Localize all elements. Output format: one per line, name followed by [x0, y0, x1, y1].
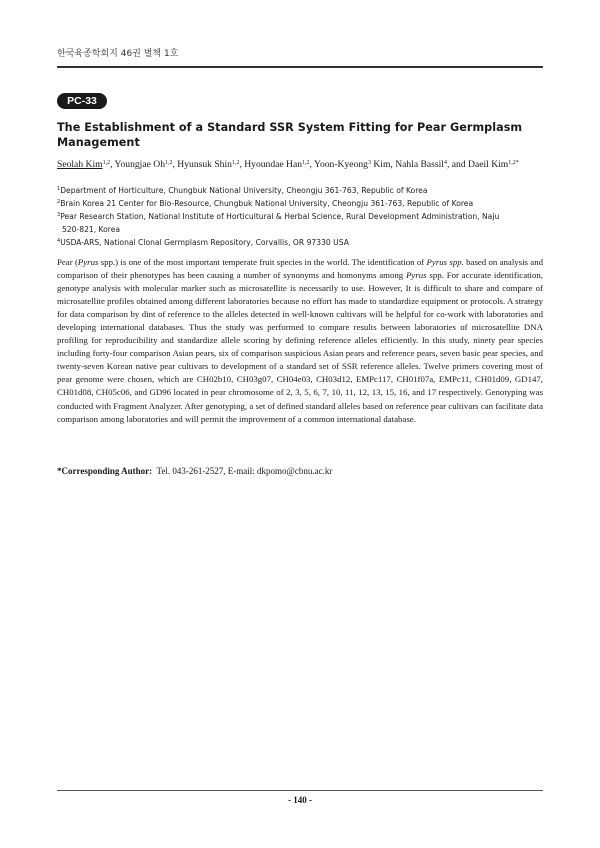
corresponding-author-label: *Corresponding Author: [57, 466, 153, 476]
affiliation-text: Brain Korea 21 Center for Bio-Resource, Chungbuk National University, Cheongju 361-763, Republic of Korea [60, 199, 474, 208]
author-affiliation-mark: 1,2 [102, 160, 111, 166]
author-separator: , [172, 159, 178, 170]
header-divider [57, 66, 543, 68]
affiliation-number: 3 [57, 212, 61, 218]
affiliation-text: Pear Research Station, National Institute of Horticultural & Herbal Science, Rural Development Administration, Naju [60, 212, 500, 221]
affiliation-number: 1 [57, 186, 61, 192]
author-name: Hyoundae Han [244, 159, 303, 170]
abstract-text: Pear ( [57, 257, 78, 267]
page-number: - 140 - [288, 795, 312, 805]
affiliation-text: Department of Horticulture, Chungbuk National University, Cheongju 361-763, Republic of Korea [60, 186, 428, 195]
author-name: Yoon-Kyeong [314, 159, 368, 170]
affiliation-number: 4 [57, 238, 61, 244]
abstract-text: spp.) is one of the most important temperate fruit species in the world. The identification of [98, 257, 427, 267]
journal-header: 한국육종학회지 46권 별책 1호 [57, 49, 179, 59]
affiliation-list [57, 184, 549, 249]
affiliation-continuation: 520-821, Korea [62, 225, 121, 234]
author-separator: , [309, 159, 314, 170]
paper-title: The Establishment of a Standard SSR System Fitting for Pear Germplasm Management [57, 121, 523, 149]
abstract-text: based on analysis and comparison of their phenotypes has been causing a number of synonyms and homonyms among [57, 257, 543, 281]
corresponding-author [57, 466, 332, 476]
affiliation-item [57, 236, 549, 249]
footer-divider [57, 790, 543, 791]
affiliation-item [57, 184, 549, 197]
poster-code-badge: PC-33 [57, 93, 107, 109]
species-name: Pyrus [406, 270, 427, 281]
author-separator: , and [446, 159, 469, 170]
species-name: Pyrus spp. [426, 257, 464, 267]
abstract-text: spp. For accurate identification, genotype analysis with molecular marker such as microsatellite is necessarily to use. However, It is difficult to share and compare of microsatellite profiles obtained among different laboratories because no effort has made to standardize equipment or protocols. A strategy for data comparison by dint of reference to the alleles detected in well-known cultivars will be helpful for co-work with laboratories and developing international databases. Thus the study was performed to compare results between laboratories of microsatellite DNA profiling for reproducibility and standardize allele scoring by defining reference alleles efficiently. In this study, ninety pear species including forty-four comparison Asian pears, six of comparison suspicious Asian pears and reference pears, seven basic pear species, and twenty-seven Korean native pear cultivars to development of a standard set of SSR reference alleles. Twelve primers covering most of pear genome were chosen, which are CH02b10, CH03g07, CH04e03, CH03d12, EMPc117, CH01f07a, EMPc11, CH01d09, GD147, CH01d08, CH05c06, and GD96 located in pear chromosome of 2, 3, 5, 6, 7, 10, 11, 12, 13, 15, 16, and 17 respectively. Genotyping was conducted with Fragment Analyzer. After genotyping, a set of defined standard alleles based on reference pear cultivars can facilitate data comparison among laboratories and will permit the improvement of a common international database. [57, 270, 543, 424]
author-separator: , [239, 159, 245, 170]
affiliation-number: 2 [57, 199, 61, 205]
author-affiliation-mark: 4 [443, 160, 447, 166]
abstract-body [57, 256, 543, 426]
author-list [57, 158, 557, 171]
author-name: Kim, Nahla Bassil [373, 159, 444, 170]
species-name: Pyrus [77, 257, 99, 267]
author-affiliation-mark: 1,2 [302, 160, 310, 166]
author-affiliation-mark: 1,2 [165, 160, 173, 166]
affiliation-text: USDA-ARS, National Clonal Germplasm Repository, Corvallis, OR 97330 USA [60, 238, 349, 247]
author-affiliation-mark: 1,2* [508, 160, 519, 166]
author-affiliation-mark: 1,2 [231, 160, 240, 166]
affiliation-item [57, 210, 549, 223]
affiliation-item [57, 197, 549, 210]
author-name: Daeil Kim [468, 159, 509, 170]
author-affiliation-mark: 3 [367, 160, 371, 166]
author-name: Youngjae Oh [114, 159, 165, 170]
author-name: Hyunsuk Shin [177, 159, 232, 170]
corresponding-author-contact: Tel. 043-261-2527, E-mail: dkpomo@cbnu.ac.kr [156, 466, 333, 476]
author-name: Seolah Kim [57, 159, 103, 170]
author-separator: , [110, 159, 115, 170]
